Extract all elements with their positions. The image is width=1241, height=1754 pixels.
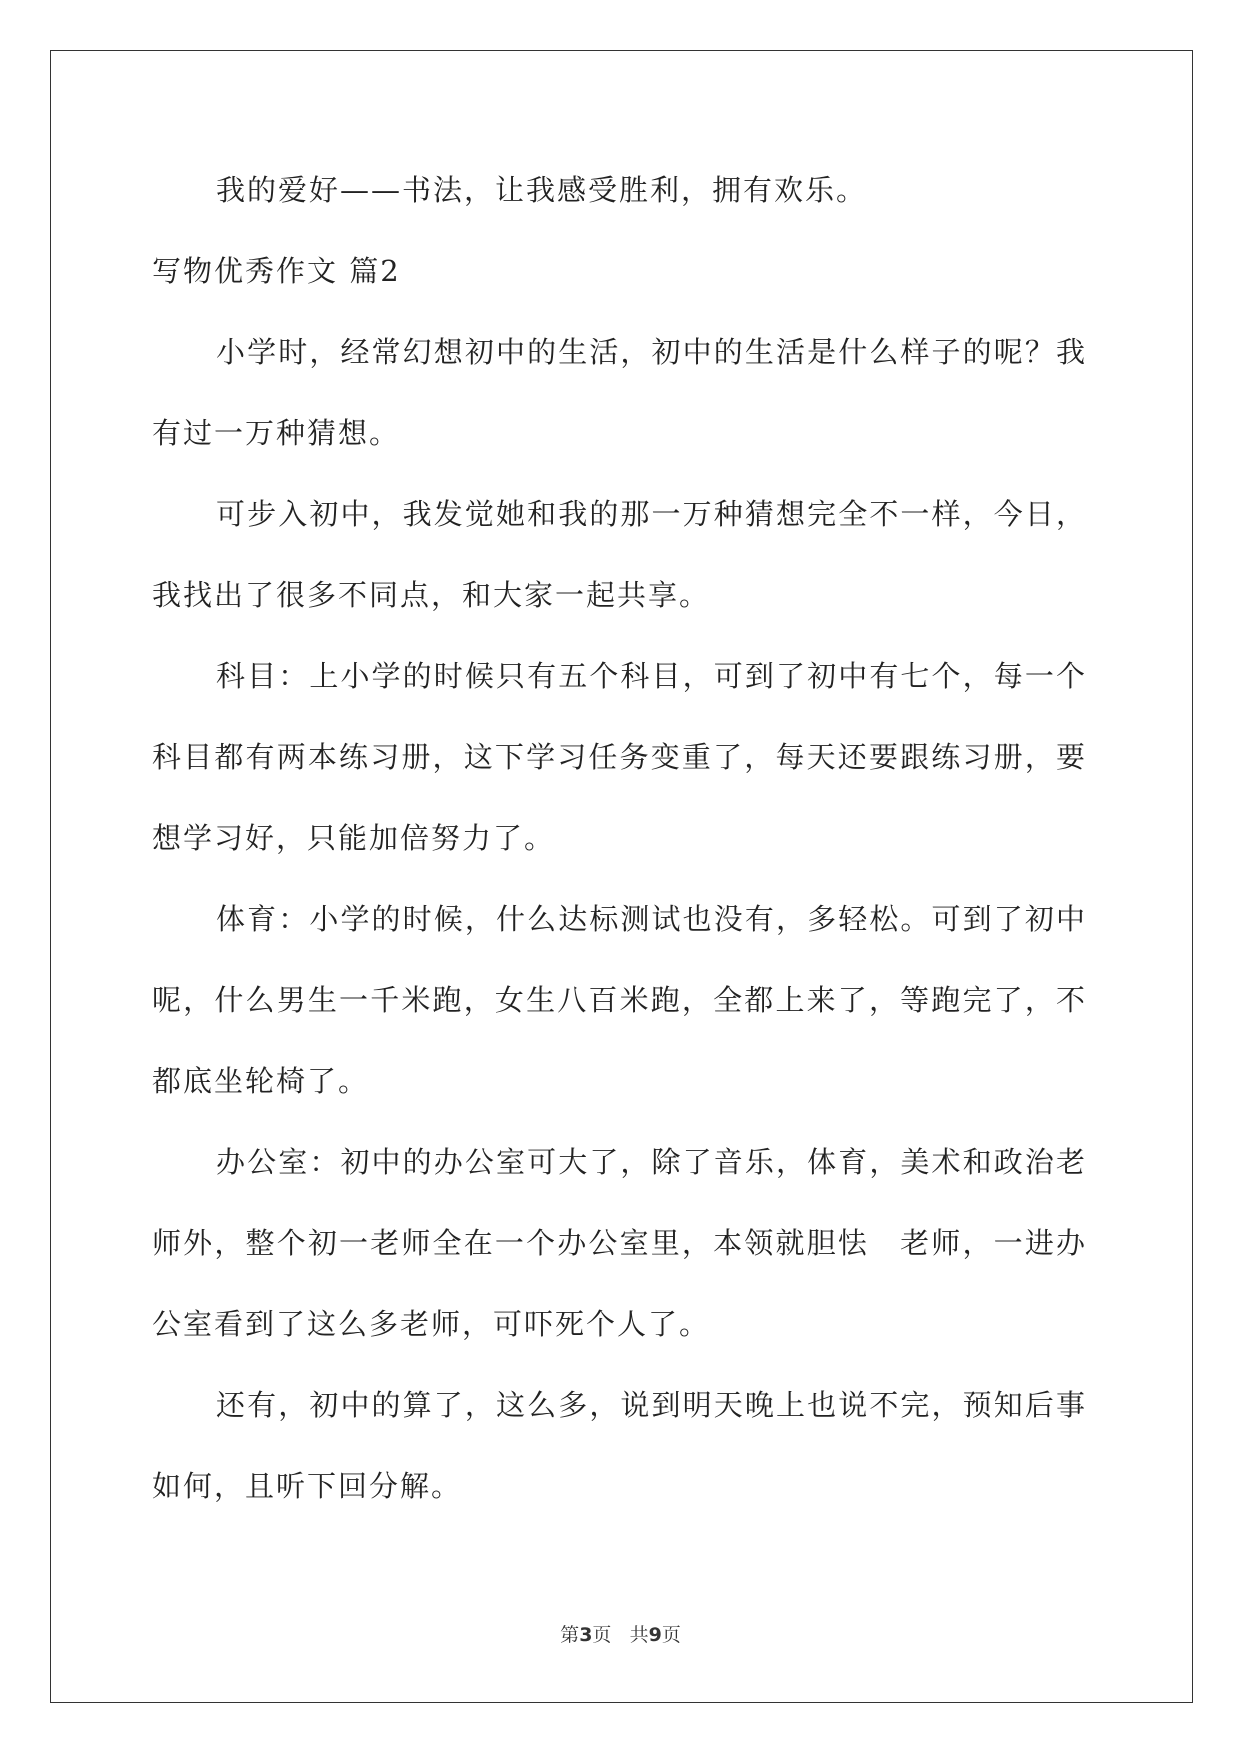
page-footer bbox=[0, 1620, 1241, 1647]
page-prefix: 第 bbox=[560, 1624, 580, 1646]
page-suffix: 页 bbox=[592, 1624, 612, 1646]
document-body bbox=[152, 150, 1087, 1527]
total-prefix: 共 bbox=[629, 1624, 649, 1646]
paragraph: 办公室：初中的办公室可大了，除了音乐，体育，美术和政治老师外，整个初一老师全在一个办公室里，本领就胆怯 老师，一进办公室看到了这么多老师，可吓死个人了。 bbox=[152, 1145, 1087, 1341]
page-number: 3 bbox=[579, 1624, 593, 1646]
paragraph: 我的爱好——书法，让我感受胜利，拥有欢乐。 bbox=[216, 173, 868, 207]
total-suffix: 页 bbox=[661, 1624, 681, 1646]
paragraph: 体育：小学的时候，什么达标测试也没有，多轻松。可到了初中呢，什么男生一千米跑，女生八百米跑，全都上来了，等跑完了，不都底坐轮椅了。 bbox=[152, 902, 1087, 1098]
total-pages: 9 bbox=[648, 1624, 662, 1646]
paragraph: 科目：上小学的时候只有五个科目，可到了初中有七个，每一个科目都有两本练习册，这下学习任务变重了，每天还要跟练习册，要想学习好，只能加倍努力了。 bbox=[152, 659, 1087, 855]
paragraph: 还有，初中的算了，这么多，说到明天晚上也说不完，预知后事如何，且听下回分解。 bbox=[152, 1388, 1087, 1503]
paragraph: 小学时，经常幻想初中的生活，初中的生活是什么样子的呢？我有过一万种猜想。 bbox=[152, 335, 1087, 450]
section-heading: 写物优秀作文 篇2 bbox=[152, 254, 401, 288]
paragraph: 可步入初中，我发觉她和我的那一万种猜想完全不一样，今日，我找出了很多不同点，和大家一起共享。 bbox=[152, 497, 1087, 612]
